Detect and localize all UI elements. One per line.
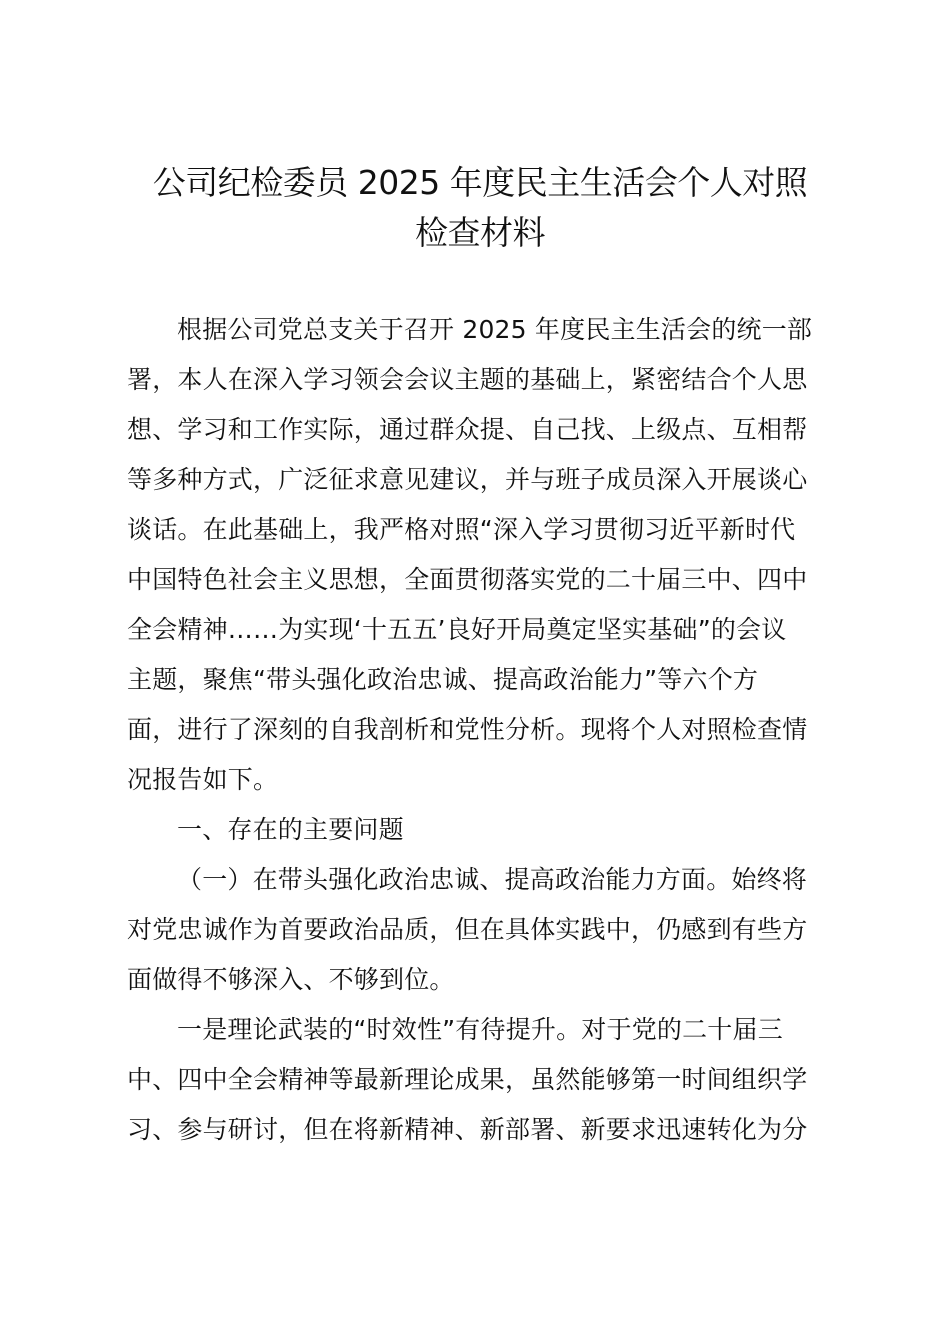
section-heading xyxy=(127,805,837,855)
text-line: 习、参与研讨，但在将新精神、新部署、新要求迅速转化为分 xyxy=(127,1115,808,1144)
text-line: 谈话。在此基础上，我严格对照“深入学习贯彻习近平新时代 xyxy=(127,515,796,544)
text-line: 面做得不够深入、不够到位。 xyxy=(127,965,455,994)
heading-text: 一、存在的主要问题 xyxy=(177,815,404,844)
text-line: 想、学习和工作实际，通过群众提、自己找、上级点、互相帮 xyxy=(127,415,808,444)
text-line: 中、四中全会精神等最新理论成果，虽然能够第一时间组织学 xyxy=(127,1065,808,1094)
text-line: 主题，聚焦“带头强化政治忠诚、提高政治能力”等六个方 xyxy=(127,665,759,694)
document-body xyxy=(127,305,837,1155)
text-line: 对党忠诚作为首要政治品质，但在具体实践中，仍感到有些方 xyxy=(127,915,808,944)
document-title xyxy=(120,158,840,258)
text-line: 根据公司党总支关于召开 2025 年度民主生活会的统一部 xyxy=(177,315,813,344)
intro-paragraph xyxy=(127,305,837,805)
subsection-paragraph xyxy=(127,855,837,1005)
text-line: 署，本人在深入学习领会会议主题的基础上，紧密结合个人思 xyxy=(127,365,808,394)
text-line: 一是理论武装的“时效性”有待提升。对于党的二十届三 xyxy=(177,1015,783,1044)
text-line: 中国特色社会主义思想，全面贯彻落实党的二十届三中、四中 xyxy=(127,565,808,594)
text-line: 全会精神……为实现‘十五五’良好开局奠定坚实基础”的会议 xyxy=(127,615,787,644)
text-line: 等多种方式，广泛征求意见建议，并与班子成员深入开展谈心 xyxy=(127,465,808,494)
text-line: （一）在带头强化政治忠诚、提高政治能力方面。始终将 xyxy=(177,865,808,894)
title-line-2: 检查材料 xyxy=(415,213,545,252)
point-paragraph xyxy=(127,1005,837,1155)
text-line: 况报告如下。 xyxy=(127,765,279,794)
text-line: 面，进行了深刻的自我剖析和党性分析。现将个人对照检查情 xyxy=(127,715,808,744)
title-line-1: 公司纪检委员 2025 年度民主生活会个人对照 xyxy=(152,163,808,202)
